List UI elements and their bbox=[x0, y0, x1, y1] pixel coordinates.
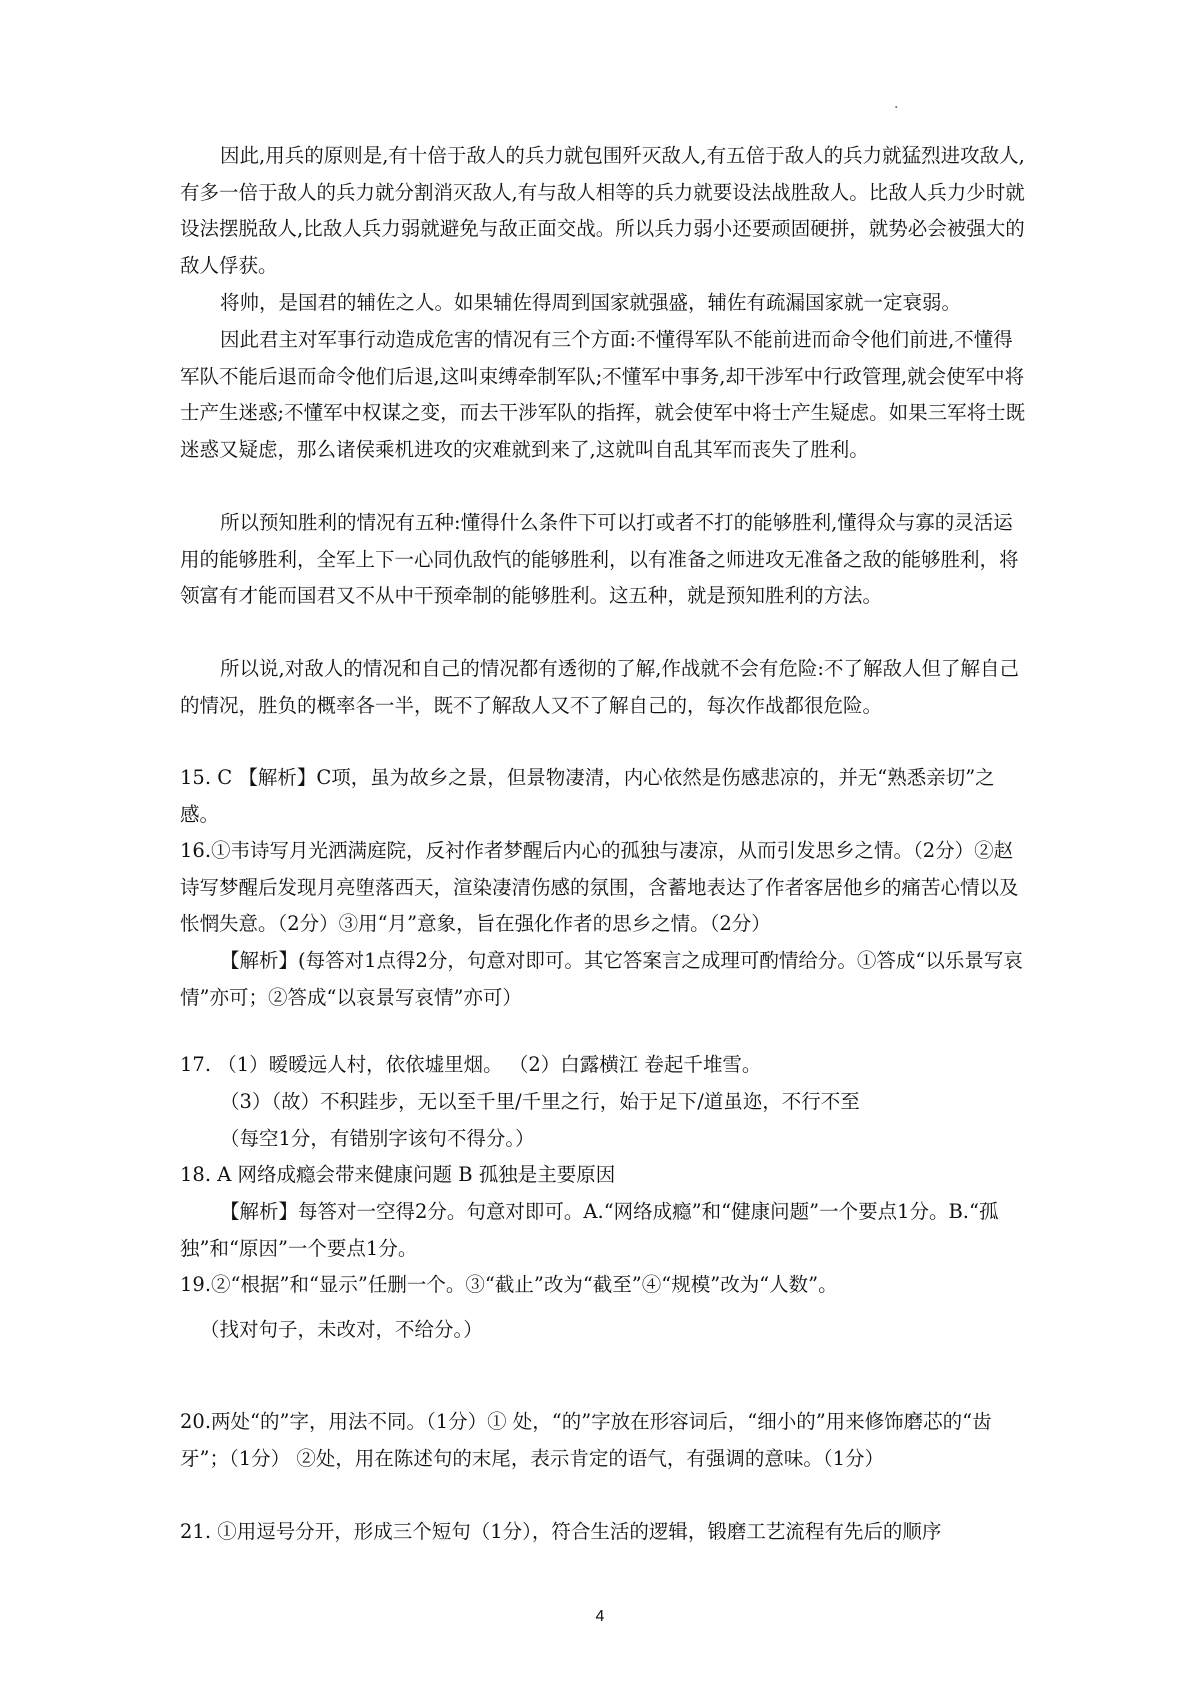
answer-15: 15. C 【解析】C项，虽为故乡之景，但景物凄清，内心依然是伤感悲凉的，并无“熟悉亲切”之感。 bbox=[180, 766, 995, 826]
translation-paragraph-1: 因此,用兵的原则是,有十倍于敌人的兵力就包围歼灭敌人,有五倍于敌人的兵力就猛烈进攻敌人,有多一倍于敌人的兵力就分割消灭敌人,有与敌人相等的兵力就要设法战胜敌人。比敌人兵力少时就设法摆脱敌人,比敌人兵力弱就避免与敌正面交战。所以兵力弱小还要顽固硬拼，就势必会被强大的敌人俘获。 bbox=[180, 144, 1025, 277]
answer-19: 19.②“根据”和“显示”任删一个。③“截止”改为“截至”④“规模”改为“人数”。 bbox=[180, 1273, 838, 1296]
answer-16-analysis: 【解析】(每答对1点得2分，句意对即可。其它答案言之成理可酌情给分。①答成“以乐景写哀情”亦可；②答成“以哀景写哀情”亦可） bbox=[180, 949, 1023, 1009]
translation-paragraph-3: 因此君主对军事行动造成危害的情况有三个方面:不懂得军队不能前进而命令他们前进,不懂得军队不能后退而命令他们后退,这叫束缚牵制军队;不懂军中事务,却干涉军中行政管理,就会使军中将士产生迷惑;不懂军中权谋之变，而去干涉军队的指挥，就会使军中将士产生疑虑。如果三军将士既迷惑又疑虑，那么诸侯乘机进攻的灾难就到来了,这就叫自乱其军而丧失了胜利。 bbox=[180, 328, 1026, 461]
translation-paragraph-4: 所以预知胜利的情况有五种:懂得什么条件下可以打或者不打的能够胜利,懂得众与寡的灵活运用的能够胜利，全军上下一心同仇敌忾的能够胜利，以有准备之师进攻无准备之敌的能够胜利，将领富有才能而国君又不从中干预牵制的能够胜利。这五种，就是预知胜利的方法。 bbox=[180, 511, 1019, 607]
answer-20: 20.两处“的”字，用法不同。（1分）① 处，“的”字放在形容词后，“细小的”用来修饰磨芯的“齿牙”；（1分） ②处，用在陈述句的末尾，表示肯定的语气，有强调的意味。（1分） bbox=[180, 1410, 992, 1470]
answer-17-line-1: 17. （1）暧暧远人村，依依墟里烟。 （2）白露横江 卷起千堆雪。 bbox=[180, 1053, 762, 1076]
answer-17-line-3: （每空1分，有错别字该句不得分。） bbox=[220, 1127, 535, 1150]
translation-paragraph-2: 将帅，是国君的辅佐之人。如果辅佐得周到国家就强盛，辅佐有疏漏国家就一定衰弱。 bbox=[220, 291, 962, 314]
answer-16: 16.①韦诗写月光洒满庭院，反衬作者梦醒后内心的孤独与凄凉，从而引发思乡之情。（2分）②赵诗写梦醒后发现月亮堕落西天，渲染凄清伤感的氛围，含蓄地表达了作者客居他乡的痛苦心情以及怅惘失意。（2分）③用“月”意象，旨在强化作者的思乡之情。（2分） bbox=[180, 839, 1019, 935]
answer-18: 18. A 网络成瘾会带来健康问题 B 孤独是主要原因 bbox=[180, 1163, 616, 1186]
page-number: 4 bbox=[595, 1608, 605, 1625]
answer-18-analysis: 【解析】每答对一空得2分。句意对即可。A.“网络成瘾”和“健康问题”一个要点1分。B.“孤独”和“原因”一个要点1分。 bbox=[180, 1200, 999, 1260]
answer-21: 21. ①用逗号分开，形成三个短句（1分），符合生活的逻辑，锻磨工艺流程有先后的顺序 bbox=[180, 1520, 942, 1543]
corner-marker: · bbox=[894, 100, 899, 116]
answer-17-line-2: （3）（故）不积跬步，无以至千里/千里之行，始于足下/道虽迩，不行不至 bbox=[220, 1090, 860, 1113]
translation-paragraph-5: 所以说,对敌人的情况和自己的情况都有透彻的了解,作战就不会有危险:不了解敌人但了解自己的情况，胜负的概率各一半，既不了解敌人又不了解自己的，每次作战都很危险。 bbox=[180, 657, 1019, 717]
answer-19-note: （找对句子，未改对，不给分。） bbox=[200, 1318, 483, 1341]
